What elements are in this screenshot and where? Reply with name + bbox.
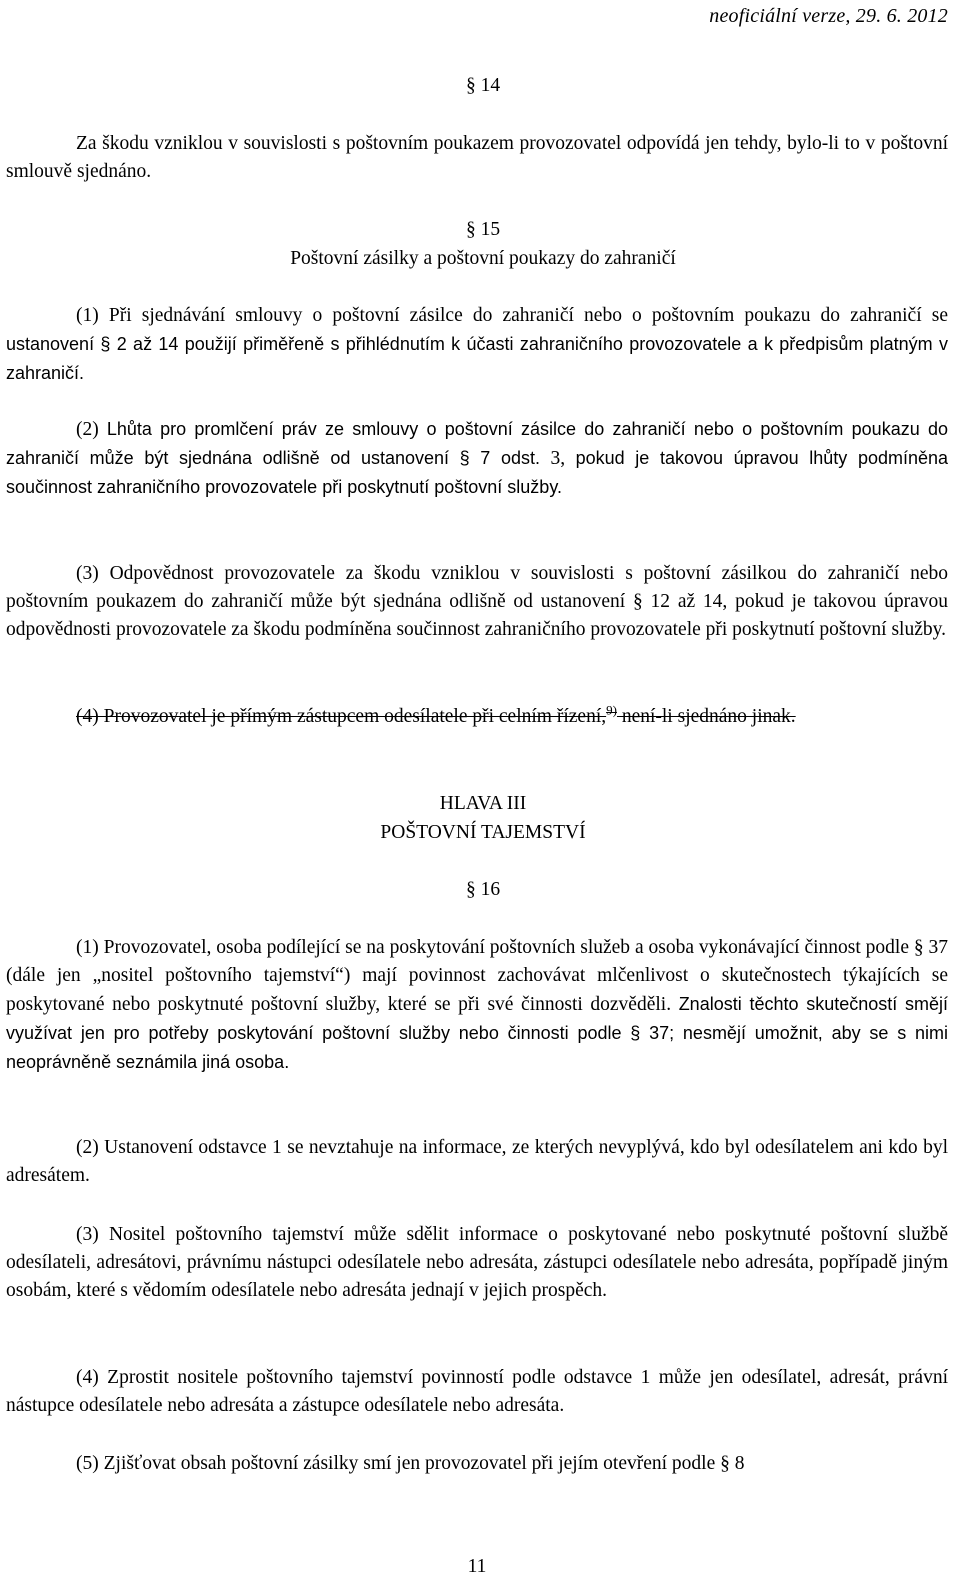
chapter-title: POŠTOVNÍ TAJEMSTVÍ [380, 822, 586, 843]
section-15-p2-number: (2) [76, 419, 107, 440]
section-15-paragraph-2 [6, 415, 948, 502]
section-15-p4-text-b: není-li sjednáno jinak. [616, 706, 796, 727]
section-16-paragraph-1 [6, 934, 948, 1077]
chapter-label: HLAVA III [439, 793, 527, 814]
section-15-heading: § 15 [465, 219, 501, 240]
section-16-p1-start: (1) Provozovatel, osoba podílející se na poskytování poštovních služeb a osoba vykonávající činnost podle § 37 (dále jen „nositel poštovního tajemství“) mají povinnost zachovávat mlčenlivost o skutečnostech týkajících se poskytované nebo poskytnuté poštovní služby, které se při své činnosti dozvěděli. [6, 937, 948, 1015]
footnote-ref-9: 9) [606, 702, 617, 718]
section-15-p2-amended-b: pokud je takovou úpravou lhůty podmíněna součinnost zahraničního provozovatele při poskytnutí poštovní služby. [6, 448, 949, 497]
section-15-p1-start: (1) Při sjednávání smlouvy o poštovní zásilce do zahraničí nebo o poštovním poukazu do zahraničí se [76, 305, 948, 326]
section-14-heading: § 14 [465, 75, 501, 96]
section-16-p1-amended: Znalosti těchto skutečností smějí využívat jen pro potřeby poskytování poštovní služby nebo činnosti podle § 37; nesmějí umožnit, aby se s nimi neoprávněně seznámila jiná osoba. [6, 994, 948, 1072]
section-15-p1-amended: ustanovení § 2 až 14 použijí přiměřeně s přihlédnutím k účasti zahraničního provozovatele a k předpisům platným v zahraničí. [6, 334, 948, 383]
page-number: 11 [467, 1556, 487, 1577]
header-version: neoficiální verze, 29. 6. 2012 [709, 5, 948, 27]
section-14-paragraph: Za škodu vzniklou v souvislosti s poštovním poukazem provozovatel odpovídá jen tehdy, bylo-li to v poštovní smlouvě sjednáno. [6, 133, 948, 182]
section-15-p2-ref: 3, [539, 448, 576, 469]
section-16-heading: § 16 [465, 879, 501, 900]
section-15-p4-text-a: (4) Provozovatel je přímým zástupcem odesílatele při celním řízení, [76, 706, 607, 727]
section-15-paragraph-4-struck [6, 703, 948, 731]
section-15-paragraph-3: (3) Odpovědnost provozovatele za škodu vzniklou v souvislosti s poštovní zásilkou do zahraničí nebo poštovním poukazem do zahraničí může být sjednána odlišně od ustanovení § 12 až 14, pokud je takovou úpravou odpovědnosti provozovatele za škodu podmíněna součinnost zahraničního provozovatele při poskytnutí poštovní služby. [6, 563, 948, 640]
section-15-title: Poštovní zásilky a poštovní poukazy do zahraničí [290, 248, 676, 269]
section-16-paragraph-2: (2) Ustanovení odstavce 1 se nevztahuje na informace, ze kterých nevyplývá, kdo byl odesílatelem ani kdo byl adresátem. [6, 1137, 948, 1186]
section-15-p2-amended-a: Lhůta pro promlčení práv ze smlouvy o poštovní zásilce do zahraničí nebo o poštovním poukazu do zahraničí může být sjednána odlišně od ustanovení § 7 odst. [6, 419, 948, 468]
section-15-paragraph-1 [6, 302, 948, 388]
section-16-paragraph-3: (3) Nositel poštovního tajemství může sdělit informace o poskytované nebo poskytnuté poštovní službě odesílateli, adresátovi, právnímu nástupci odesílatele nebo adresáta, zástupci odesílatele nebo adresáta, popřípadě jiným osobám, které s vědomím odesílatele nebo adresáta jednají v jejich prospěch. [6, 1224, 948, 1301]
section-16-paragraph-5: (5) Zjišťovat obsah poštovní zásilky smí jen provozovatel při jejím otevření podle § 8 [76, 1453, 745, 1474]
section-16-paragraph-4: (4) Zprostit nositele poštovního tajemství povinností podle odstavce 1 může jen odesílatel, adresát, právní nástupce odesílatele nebo adresáta a zástupce odesílatele nebo adresáta. [6, 1367, 948, 1416]
